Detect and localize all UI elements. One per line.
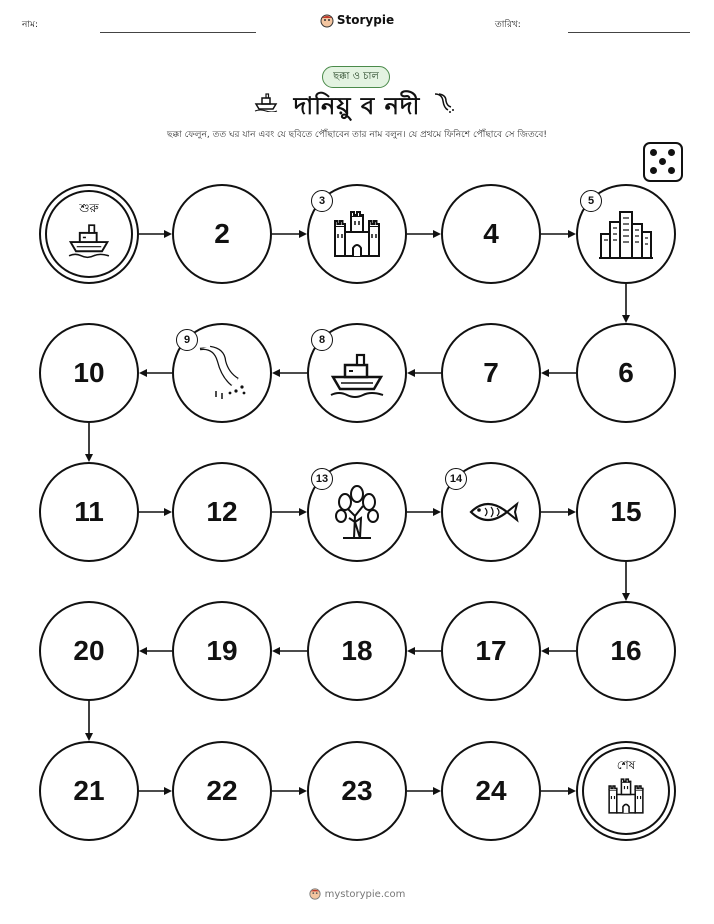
cell-number: 17 <box>475 635 507 666</box>
castle-icon <box>327 204 387 264</box>
cell-number: 23 <box>341 775 373 806</box>
boat-icon <box>66 216 112 262</box>
cell-number: 22 <box>206 775 238 806</box>
fish-icon <box>461 482 521 542</box>
cell-number: 20 <box>73 635 105 666</box>
start-cell <box>39 184 139 284</box>
page-title: দানিয়ু ব নদী <box>293 92 421 120</box>
waterfall-icon <box>192 343 252 403</box>
boat-icon <box>327 343 387 403</box>
cell-number: 6 <box>618 357 634 388</box>
board-cell <box>307 601 407 701</box>
cell-number-tag: 3 <box>311 190 333 212</box>
board-cell <box>576 323 676 423</box>
finish-cell <box>576 741 676 841</box>
board-cell <box>39 323 139 423</box>
board-cell <box>307 462 407 562</box>
brand-name: Storypie <box>336 13 395 27</box>
board-cell <box>172 741 272 841</box>
board-cell <box>172 323 272 423</box>
game-type-badge: ছক্কা ও চাল <box>322 66 390 88</box>
board-cell <box>307 323 407 423</box>
cell-number-tag: 13 <box>311 468 333 490</box>
board-cell <box>172 184 272 284</box>
cell-number: 18 <box>341 635 373 666</box>
cell-number: 11 <box>74 496 104 527</box>
board-cell <box>172 601 272 701</box>
board-cell <box>441 741 541 841</box>
date-label: তারিখ: <box>495 20 521 30</box>
cell-number: 2 <box>214 218 230 249</box>
cell-number-tag: 14 <box>445 468 467 490</box>
cell-number: 10 <box>73 357 105 388</box>
cell-number: 16 <box>610 635 642 666</box>
cell-label: শুরু <box>79 201 99 215</box>
cell-number: 21 <box>73 775 105 806</box>
cell-number: 15 <box>610 496 642 527</box>
board-cell <box>172 462 272 562</box>
board-cell <box>307 741 407 841</box>
footer <box>0 888 714 900</box>
cell-number: 19 <box>206 635 238 666</box>
board-cell <box>576 462 676 562</box>
castle-icon <box>603 773 649 819</box>
board-cell <box>441 601 541 701</box>
cell-number: 24 <box>475 775 507 806</box>
board-cell <box>39 601 139 701</box>
city-icon <box>596 204 656 264</box>
board-cell <box>576 601 676 701</box>
cell-number: 12 <box>206 496 238 527</box>
cell-number-tag: 5 <box>580 190 602 212</box>
storypie-logo-icon <box>309 888 321 900</box>
board-cell <box>441 184 541 284</box>
cell-number-tag: 8 <box>311 329 333 351</box>
footer-url: mystorypie.com <box>324 889 406 900</box>
cell-number-tag: 9 <box>176 329 198 351</box>
board-cell <box>39 741 139 841</box>
tree-icon <box>327 482 387 542</box>
board-cell <box>441 323 541 423</box>
board-cell <box>307 184 407 284</box>
cell-number: 7 <box>483 357 499 388</box>
board-cell <box>441 462 541 562</box>
instructions: ছক্কা ফেলুন, তত ঘর যান এবং যে ছবিতে পৌঁছাবেন তার নাম বলুন। যে প্রথমে ফিনিশে পৌঁছাবে সে জিতবে! <box>167 130 547 140</box>
board-cell <box>576 184 676 284</box>
cell-number: 4 <box>483 218 499 249</box>
name-label: নাম: <box>22 20 39 30</box>
cell-label: শেষ <box>616 758 636 772</box>
board-cell <box>39 462 139 562</box>
